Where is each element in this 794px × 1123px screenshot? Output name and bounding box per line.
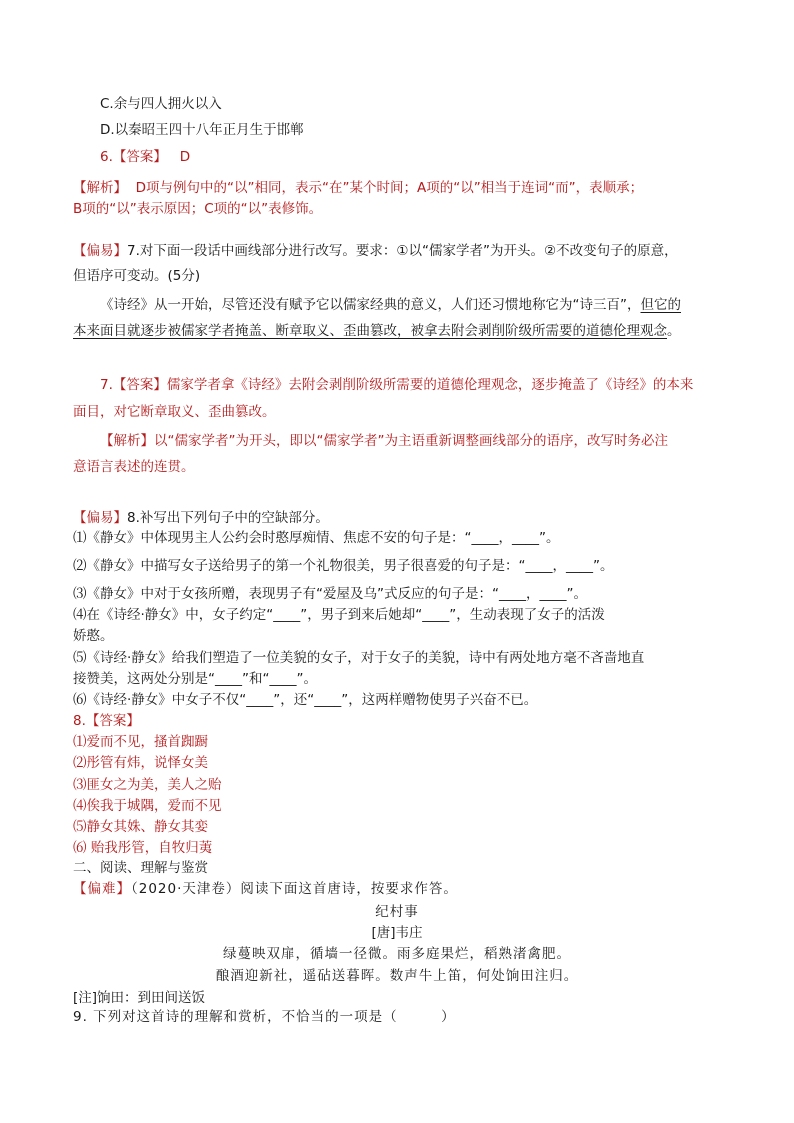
q8-tag: 【偏易】 xyxy=(73,510,127,526)
q7-passage-plain: 《诗经》从一开始，尽管还没有赋予它以儒家经典的意义，人们还习惯地称它为“诗三百”， xyxy=(100,297,641,313)
q8-answer-1: ⑴爱而不见，搔首踟蹰 xyxy=(73,734,208,750)
q7-passage-underlined-start: 但它的 xyxy=(640,297,681,313)
q8-answer-2: ⑵彤管有炜，说怿女美 xyxy=(73,755,208,771)
section2-tag: 【偏难】 xyxy=(73,881,131,897)
q7-passage-underlined: 本来面目就逐步被儒家学者掩盖、断章取义、歪曲篡改，被拿去附会剥削阶级所需要的道德伦理观念 xyxy=(73,323,667,339)
q8-item-2: ⑵《静女》中描写女子送给男子的第一个礼物很美，男子很喜爱的句子是：“____，____”。 xyxy=(73,558,614,574)
q7-answer-label: 7.【答案】 xyxy=(100,377,167,393)
q8-item-4-cont: 娇憨。 xyxy=(73,628,114,644)
q7-analysis xyxy=(100,431,668,451)
poem-note: [注]饷田：到田间送饭 xyxy=(73,990,206,1006)
poem-title: 纪村事 xyxy=(375,904,419,920)
q9-question: 9. 下列对这首诗的理解和赏析，不恰当的一项是（ ） xyxy=(73,1009,456,1025)
q6-analysis xyxy=(73,178,643,198)
q7-answer-line2: 面目，对它断章取义、歪曲篡改。 xyxy=(73,404,276,420)
q6-analysis-line2: B项的“以”表示原因；C项的“以”表修饰。 xyxy=(73,201,323,217)
q8-answer-6: ⑹ 贻我彤管，自牧归荑 xyxy=(73,840,213,856)
q7-question-text: 7.对下面一段话中画线部分进行改写。要求：①以“儒家学者”为开头。②不改变句子的原意， xyxy=(127,243,678,259)
q8-item-6: ⑹《诗经·静女》中女子不仅“____”，还“____”，这两样赠物使男子兴奋不已。 xyxy=(73,692,538,708)
q7-analysis-text: 以“儒家学者”为开头，即以“儒家学者”为主语重新调整画线部分的语序，改写时务必注 xyxy=(154,433,668,449)
q7-passage-line1 xyxy=(100,295,681,315)
q8-item-1: ⑴《静女》中体现男主人公约会时憨厚痴情、焦虑不安的句子是：“____，____”。 xyxy=(73,530,560,546)
q7-analysis-line2: 意语言表述的连贯。 xyxy=(73,459,195,475)
q7-question-line2: 但语序可变动。(5分) xyxy=(73,268,201,284)
poem-line-2: 酿酒迎新社，遥砧送暮晖。数声牛上笛，何处饷田注归。 xyxy=(215,968,579,984)
section2-intro-text: （2020·天津卷）阅读下面这首唐诗，按要求作答。 xyxy=(131,881,458,897)
q6-answer-label: 6.【答案】 xyxy=(100,149,167,165)
q6-analysis-text: D项与例句中的“以”相同，表示“在”某个时间；A项的“以”相当于连词“而”，表顺承； xyxy=(135,180,644,196)
option-c: C.余与四人拥火以入 xyxy=(100,96,222,112)
poem-line-1: 绿蔓映双扉，循墙一径微。雨多庭果烂，稻熟渚禽肥。 xyxy=(223,946,571,962)
q7-passage-line2 xyxy=(73,321,681,341)
q7-analysis-label: 【解析】 xyxy=(100,433,154,449)
section2-heading: 二、阅读、理解与鉴赏 xyxy=(73,860,208,876)
section2-intro xyxy=(73,879,458,899)
q8-question xyxy=(73,508,329,528)
q8-answer-3: ⑶匪女之为美，美人之贻 xyxy=(73,777,222,793)
q6-answer xyxy=(100,147,190,167)
q8-item-5-cont: 接赞美，这两处分别是“____”和“____”。 xyxy=(73,671,317,687)
q8-answer-4: ⑷俟我于城隅，爱而不见 xyxy=(73,798,222,814)
q6-analysis-label: 【解析】 xyxy=(73,180,127,196)
option-d: D.以秦昭王四十八年正月生于邯郸 xyxy=(100,122,304,138)
q8-question-text: 8.补写出下列句子中的空缺部分。 xyxy=(127,510,329,526)
q7-answer-text: 儒家学者拿《诗经》去附会剥削阶级所需要的道德伦理观念，逐步掩盖了《诗经》的本来 xyxy=(166,377,694,393)
q7-passage-end: 。 xyxy=(667,323,681,339)
q8-item-5: ⑸《诗经·静女》给我们塑造了一位美貌的女子，对于女子的美貌，诗中有两处地方毫不吝啬地直 xyxy=(73,650,645,666)
q7-tag: 【偏易】 xyxy=(73,243,127,259)
poem-author: [唐]韦庄 xyxy=(371,925,423,941)
q8-item-4: ⑷在《诗经·静女》中，女子约定“____”，男子到来后她却“____”，生动表现了女子的活泼 xyxy=(73,607,605,623)
q8-answer-5: ⑸静女其姝、静女其娈 xyxy=(73,819,208,835)
q6-answer-value: D xyxy=(179,149,191,165)
q8-item-3: ⑶《静女》中对于女孩所赠，表现男子有“爱屋及乌”式反应的句子是：“____，____”。 xyxy=(73,586,587,602)
q8-answer-label: 8.【答案】 xyxy=(73,713,140,729)
q7-question xyxy=(73,241,678,261)
q7-answer xyxy=(100,375,693,395)
